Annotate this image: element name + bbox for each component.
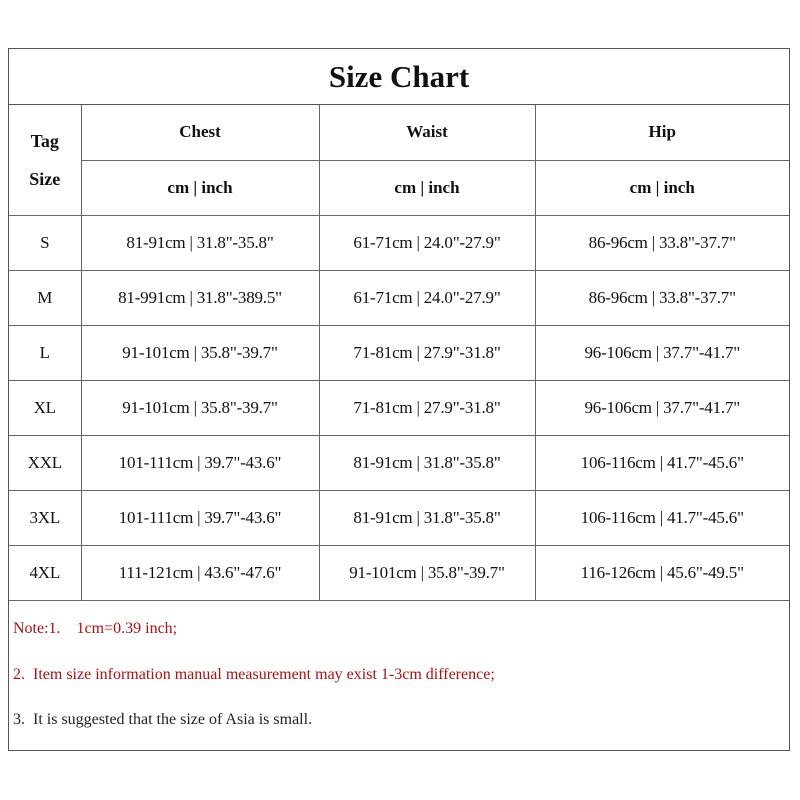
waist-units: cm | inch <box>319 160 535 215</box>
waist-cell: 61-71cm | 24.0"-27.9" <box>319 215 535 270</box>
waist-cell: 61-71cm | 24.0"-27.9" <box>319 270 535 325</box>
hip-cell: 96-106cm | 37.7"-41.7" <box>535 325 789 380</box>
table-row <box>9 545 789 600</box>
waist-cell: 81-91cm | 31.8"-35.8" <box>319 435 535 490</box>
size-table <box>9 105 789 601</box>
waist-cell: 71-81cm | 27.9"-31.8" <box>319 380 535 435</box>
note-3: 3. It is suggested that the size of Asia is small. <box>13 711 313 728</box>
waist-cell: 81-91cm | 31.8"-35.8" <box>319 490 535 545</box>
size-cell: XL <box>9 380 81 435</box>
hip-cell: 106-116cm | 41.7"-45.6" <box>535 490 789 545</box>
chest-cell: 81-991cm | 31.8"-389.5" <box>81 270 319 325</box>
size-cell: M <box>9 270 81 325</box>
hip-units: cm | inch <box>535 160 789 215</box>
hip-cell: 86-96cm | 33.8"-37.7" <box>535 270 789 325</box>
table-row <box>9 325 789 380</box>
table-row <box>9 215 789 270</box>
chest-cell: 111-121cm | 43.6"-47.6" <box>81 545 319 600</box>
chest-header: Chest <box>81 105 319 160</box>
table-row <box>9 270 789 325</box>
table-row <box>9 380 789 435</box>
hip-cell: 86-96cm | 33.8"-37.7" <box>535 215 789 270</box>
size-chart-sheet <box>8 48 790 751</box>
hip-header: Hip <box>535 105 789 160</box>
chest-cell: 91-101cm | 35.8"-39.7" <box>81 325 319 380</box>
size-cell: L <box>9 325 81 380</box>
waist-cell: 71-81cm | 27.9"-31.8" <box>319 325 535 380</box>
table-row <box>9 490 789 545</box>
hip-cell: 96-106cm | 37.7"-41.7" <box>535 380 789 435</box>
chest-cell: 101-111cm | 39.7"-43.6" <box>81 435 319 490</box>
waist-header: Waist <box>319 105 535 160</box>
page-title: Size Chart <box>9 49 789 105</box>
chest-cell: 101-111cm | 39.7"-43.6" <box>81 490 319 545</box>
chest-cell: 81-91cm | 31.8"-35.8" <box>81 215 319 270</box>
size-label: Size <box>29 168 61 189</box>
chest-cell: 91-101cm | 35.8"-39.7" <box>81 380 319 435</box>
note-1: Note:1. 1cm=0.39 inch; <box>13 620 178 637</box>
header-row <box>9 105 789 160</box>
hip-cell: 116-126cm | 45.6"-49.5" <box>535 545 789 600</box>
tag-label: Tag <box>30 130 59 151</box>
size-cell: 3XL <box>9 490 81 545</box>
waist-cell: 91-101cm | 35.8"-39.7" <box>319 545 535 600</box>
units-row <box>9 160 789 215</box>
note-2: 2. Item size information manual measurement may exist 1-3cm difference; <box>13 666 495 683</box>
table-row <box>9 435 789 490</box>
tag-size-header <box>9 105 81 215</box>
hip-cell: 106-116cm | 41.7"-45.6" <box>535 435 789 490</box>
size-cell: XXL <box>9 435 81 490</box>
chest-units: cm | inch <box>81 160 319 215</box>
size-cell: 4XL <box>9 545 81 600</box>
size-cell: S <box>9 215 81 270</box>
